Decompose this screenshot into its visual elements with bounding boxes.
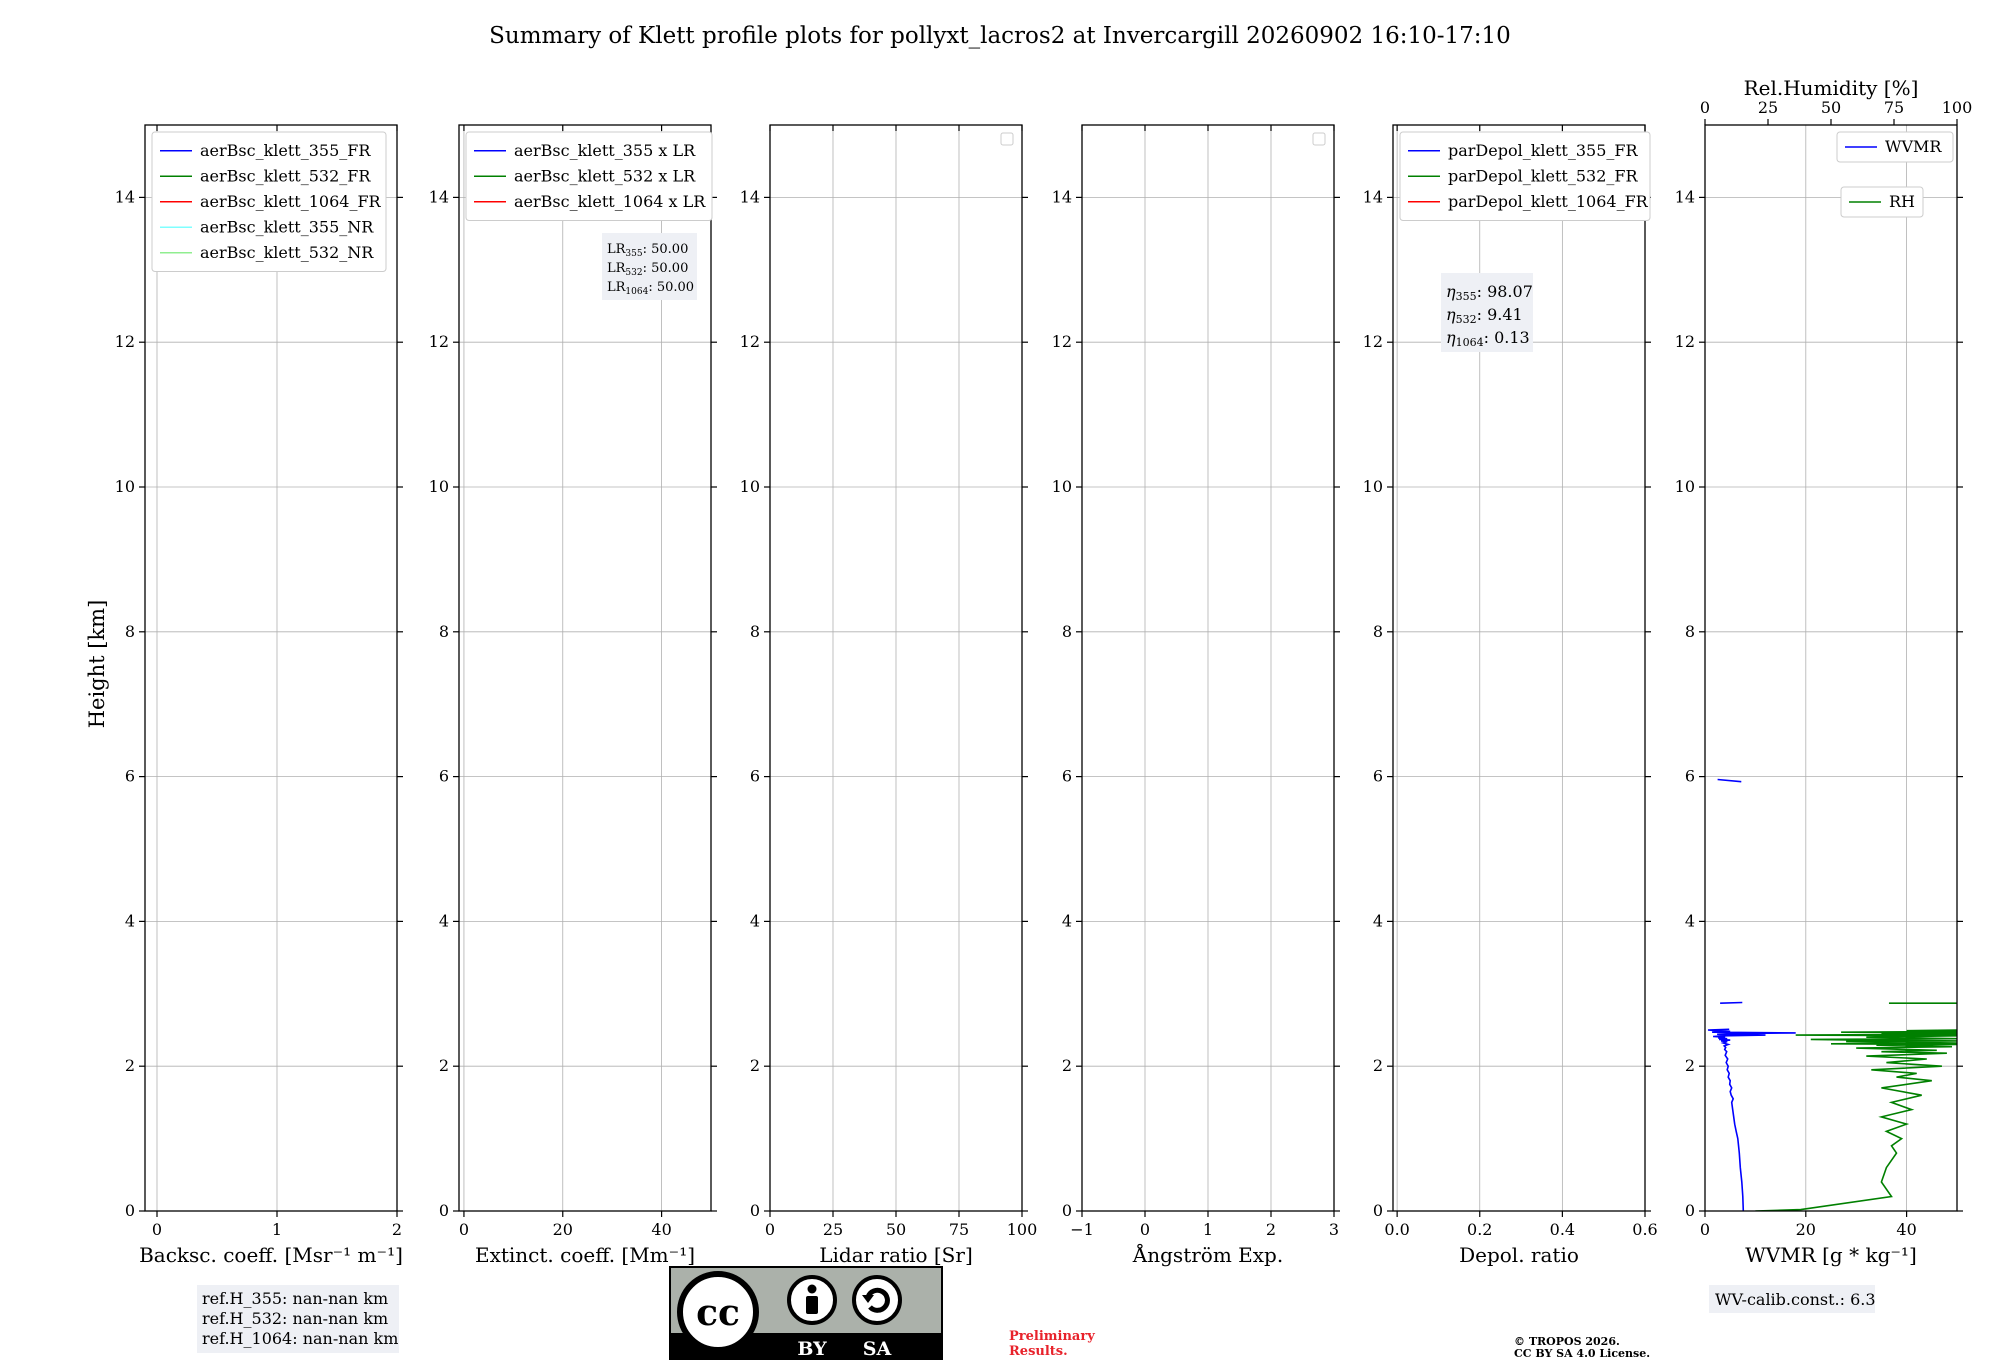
x-tick-label: 2 bbox=[1265, 1220, 1277, 1239]
cc-by-sa-badge bbox=[670, 1267, 942, 1360]
x-tick-label: 0 bbox=[151, 1220, 163, 1239]
y-tick-label: 12 bbox=[1674, 332, 1695, 352]
annotation-subscript: 532 bbox=[1455, 313, 1477, 326]
copyright-text: © TROPOS 2026. bbox=[1514, 1335, 1620, 1348]
annotation-symbol: LR bbox=[607, 280, 626, 295]
y-tick-label: 14 bbox=[1051, 187, 1072, 207]
x-tick-label: 100 bbox=[1006, 1220, 1038, 1239]
top-tick-label: 25 bbox=[1757, 98, 1779, 117]
legend-label: aerBsc_klett_355 x LR bbox=[514, 140, 696, 160]
y-tick-label: 8 bbox=[124, 621, 135, 641]
legend-label: aerBsc_klett_532 x LR bbox=[514, 166, 696, 186]
annotation-value: : 50.00 bbox=[648, 280, 695, 295]
legend-label: WVMR bbox=[1885, 137, 1942, 156]
preliminary-text: Preliminary bbox=[1009, 1329, 1095, 1344]
series-segment-wvmr bbox=[1720, 1002, 1742, 1003]
y-tick-label: 6 bbox=[1372, 766, 1383, 786]
y-tick-label: 14 bbox=[428, 187, 449, 207]
y-tick-label: 2 bbox=[1684, 1056, 1695, 1076]
y-tick-label: 6 bbox=[1684, 766, 1695, 786]
y-tick-label: 10 bbox=[1051, 477, 1072, 496]
y-tick-label: 4 bbox=[749, 911, 760, 931]
copyright-text: CC BY SA 4.0 License. bbox=[1514, 1347, 1651, 1360]
legend-label: aerBsc_klett_532_FR bbox=[200, 166, 371, 186]
by-person-head bbox=[808, 1285, 817, 1294]
annotation-symbol: LR bbox=[607, 261, 626, 276]
wv-calib-text: WV-calib.const.: 6.3 bbox=[1715, 1290, 1876, 1309]
annotation-symbol: η bbox=[1446, 282, 1456, 301]
y-tick-label: 2 bbox=[749, 1056, 760, 1076]
figure-title: Summary of Klett profile plots for pollyxt_lacros2 at Invercargill 20260902 16:10-17:10 bbox=[489, 23, 1511, 49]
x-axis-label: Ångström Exp. bbox=[1132, 1243, 1284, 1267]
x-tick-label: 20 bbox=[552, 1220, 573, 1239]
y-tick-label: 8 bbox=[1684, 621, 1695, 641]
badge-sa-label: SA bbox=[862, 1338, 892, 1360]
y-tick-label: 12 bbox=[114, 332, 135, 352]
y-tick-label: 2 bbox=[1061, 1056, 1072, 1076]
cc-icon-text: cc bbox=[696, 1292, 740, 1334]
x-tick-label: 0 bbox=[764, 1220, 776, 1239]
y-tick-label: 4 bbox=[1061, 911, 1072, 931]
legend-label: parDepol_klett_1064_FR bbox=[1448, 191, 1648, 211]
x-tick-label: 75 bbox=[948, 1220, 970, 1239]
y-tick-label: 12 bbox=[1362, 332, 1383, 352]
annotation-value: : 0.13 bbox=[1483, 328, 1530, 347]
y-tick-label: 4 bbox=[124, 911, 135, 931]
y-tick-label: 10 bbox=[1362, 477, 1383, 496]
annotation-subscript: 532 bbox=[625, 268, 643, 278]
x-axis-label: Backsc. coeff. [Msr⁻¹ m⁻¹] bbox=[139, 1243, 403, 1267]
x-tick-label: 40 bbox=[1896, 1220, 1917, 1239]
annotation-text bbox=[607, 242, 688, 259]
annotation-value: : 50.00 bbox=[642, 261, 689, 276]
y-tick-label: 0 bbox=[438, 1201, 449, 1220]
x-tick-label: 40 bbox=[651, 1220, 672, 1239]
y-tick-label: 2 bbox=[124, 1056, 135, 1076]
y-tick-label: 6 bbox=[124, 766, 135, 786]
y-tick-label: 8 bbox=[438, 621, 449, 641]
x-tick-label: 0.6 bbox=[1632, 1220, 1658, 1239]
y-tick-label: 12 bbox=[739, 332, 760, 352]
top-tick-label: 75 bbox=[1883, 98, 1905, 117]
x-tick-label: 1 bbox=[271, 1220, 283, 1239]
annotation-value: : 50.00 bbox=[642, 242, 689, 257]
y-tick-label: 14 bbox=[1674, 187, 1695, 207]
sa-share-icon bbox=[854, 1277, 900, 1323]
x-tick-label: 3 bbox=[1328, 1220, 1340, 1239]
y-tick-label: 10 bbox=[114, 477, 135, 496]
y-tick-label: 10 bbox=[1674, 477, 1695, 496]
x-axis-label: Depol. ratio bbox=[1459, 1243, 1579, 1267]
y-tick-label: 0 bbox=[1684, 1201, 1695, 1220]
x-tick-label: 0.2 bbox=[1467, 1220, 1493, 1239]
legend-label: aerBsc_klett_1064_FR bbox=[200, 191, 381, 211]
y-tick-label: 4 bbox=[1372, 911, 1383, 931]
y-tick-label: 0 bbox=[1061, 1201, 1072, 1220]
annotation-text bbox=[607, 261, 688, 278]
y-axis-label: Height [km] bbox=[85, 599, 109, 729]
ref-height-text: ref.H_532: nan-nan km bbox=[202, 1309, 389, 1328]
x-tick-label: 20 bbox=[1795, 1220, 1816, 1239]
y-tick-label: 14 bbox=[1362, 187, 1383, 207]
legend-box-empty bbox=[1313, 133, 1325, 145]
x-tick-label: 0.4 bbox=[1549, 1220, 1576, 1239]
annotation-value: : 98.07 bbox=[1476, 282, 1533, 301]
annotation-value: : 9.41 bbox=[1476, 305, 1523, 324]
annotation-subscript: 355 bbox=[1455, 290, 1477, 303]
ref-height-text: ref.H_355: nan-nan km bbox=[202, 1289, 389, 1308]
badge-by-label: BY bbox=[797, 1338, 827, 1360]
y-tick-label: 12 bbox=[428, 332, 449, 352]
y-tick-label: 4 bbox=[1684, 911, 1695, 931]
x-tick-label: 0 bbox=[1139, 1220, 1151, 1239]
annotation-text bbox=[607, 280, 694, 297]
y-tick-label: 6 bbox=[749, 766, 760, 786]
y-tick-label: 0 bbox=[749, 1201, 760, 1220]
y-tick-label: 8 bbox=[749, 621, 760, 641]
top-axis-label: Rel.Humidity [%] bbox=[1743, 76, 1919, 100]
y-tick-label: 2 bbox=[1372, 1056, 1383, 1076]
x-axis-label: WVMR [g * kg⁻¹] bbox=[1745, 1243, 1917, 1267]
x-tick-label: 2 bbox=[391, 1220, 403, 1239]
x-tick-label: −1 bbox=[1070, 1220, 1094, 1239]
top-tick-label: 50 bbox=[1820, 98, 1842, 117]
y-tick-label: 10 bbox=[739, 477, 760, 496]
x-tick-label: 0 bbox=[458, 1220, 470, 1239]
annotation-subscript: 1064 bbox=[1455, 336, 1484, 349]
x-tick-label: 25 bbox=[822, 1220, 844, 1239]
y-tick-label: 6 bbox=[1061, 766, 1072, 786]
y-tick-label: 14 bbox=[739, 187, 760, 207]
y-tick-label: 8 bbox=[1061, 621, 1072, 641]
x-axis-label: Lidar ratio [Sr] bbox=[819, 1243, 973, 1267]
legend-label: parDepol_klett_355_FR bbox=[1448, 140, 1638, 160]
legend-label: aerBsc_klett_355_NR bbox=[200, 217, 374, 237]
annotation-subscript: 355 bbox=[625, 249, 643, 259]
annotation-symbol: η bbox=[1446, 305, 1456, 324]
y-tick-label: 0 bbox=[1372, 1201, 1383, 1220]
y-tick-label: 14 bbox=[114, 187, 135, 207]
legend-label: aerBsc_klett_532_NR bbox=[200, 242, 374, 262]
annotation-symbol: η bbox=[1446, 328, 1456, 347]
x-tick-label: 50 bbox=[885, 1220, 907, 1239]
y-tick-label: 10 bbox=[428, 477, 449, 496]
y-tick-label: 6 bbox=[438, 766, 449, 786]
y-tick-label: 8 bbox=[1372, 621, 1383, 641]
by-person-body bbox=[806, 1296, 818, 1314]
preliminary-text: Results. bbox=[1009, 1344, 1068, 1359]
top-tick-label: 100 bbox=[1941, 98, 1973, 117]
x-tick-label: 0.0 bbox=[1384, 1220, 1410, 1239]
annotation-symbol: LR bbox=[607, 242, 626, 257]
top-tick-label: 0 bbox=[1699, 98, 1711, 117]
x-tick-label: 1 bbox=[1202, 1220, 1214, 1239]
legend-label: parDepol_klett_532_FR bbox=[1448, 166, 1638, 186]
y-tick-label: 4 bbox=[438, 911, 449, 931]
annotation-subscript: 1064 bbox=[625, 287, 649, 297]
legend-label: aerBsc_klett_355_FR bbox=[200, 140, 371, 160]
legend-box-empty bbox=[1001, 133, 1013, 145]
y-tick-label: 0 bbox=[124, 1201, 135, 1220]
ref-height-text: ref.H_1064: nan-nan km bbox=[202, 1329, 399, 1348]
legend-label: aerBsc_klett_1064 x LR bbox=[514, 191, 706, 211]
x-axis-label: Extinct. coeff. [Mm⁻¹] bbox=[474, 1243, 696, 1267]
y-tick-label: 12 bbox=[1051, 332, 1072, 352]
legend-label: RH bbox=[1889, 192, 1915, 211]
x-tick-label: 0 bbox=[1699, 1220, 1711, 1239]
y-tick-label: 2 bbox=[438, 1056, 449, 1076]
